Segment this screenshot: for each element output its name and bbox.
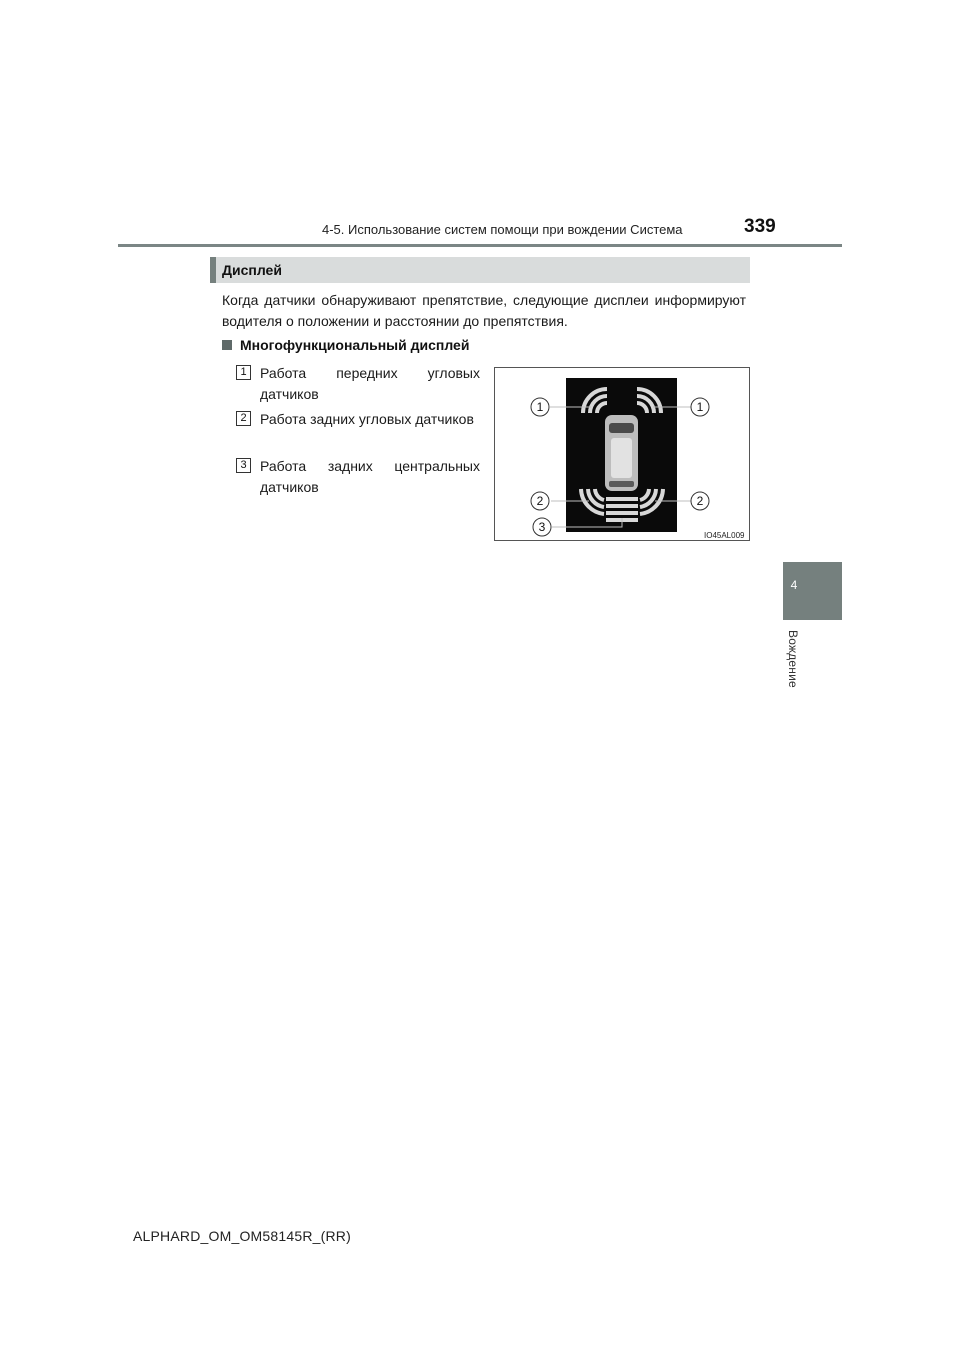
intro-paragraph: Когда датчики обнаруживают препятствие, следующие дисплеи информируют водителя о положении и расстоянии до препятствия.: [222, 292, 746, 329]
list-item: [236, 409, 480, 451]
callout-number: 2: [236, 411, 251, 426]
callout-number: 3: [236, 458, 251, 473]
running-header: 4-5. Использование систем помощи при вождении Система: [322, 222, 683, 237]
section-title: Дисплей: [222, 262, 282, 278]
list-item-text: Работа задних центральных датчиков: [260, 458, 480, 495]
subheading: [222, 337, 469, 353]
callout-label: 1: [536, 400, 544, 414]
figure-code: IO45AL009: [704, 531, 745, 540]
chapter-number: 4: [790, 578, 798, 592]
list-item-text: Работа передних угловых датчиков: [260, 365, 480, 402]
document-id: ALPHARD_OM_OM58145R_(RR): [133, 1228, 351, 1244]
vehicle-icon: [605, 415, 638, 491]
square-bullet-icon: [222, 340, 232, 350]
list-item: [236, 363, 480, 405]
list-item: [236, 456, 480, 498]
callout-label: 2: [536, 494, 544, 508]
page-number: 339: [744, 216, 776, 237]
header-rule: [118, 244, 842, 247]
chapter-label: Вождение: [786, 630, 800, 688]
callout-label: 3: [538, 520, 546, 534]
callout-number: 1: [236, 365, 251, 380]
subheading-text: Многофункциональный дисплей: [240, 337, 470, 353]
callout-label: 1: [696, 400, 704, 414]
list-item-text: Работа задних угловых датчиков: [260, 411, 474, 427]
callout-label: 2: [696, 494, 704, 508]
section-heading-bar: [210, 257, 750, 283]
sensor-display-illustration: [495, 368, 749, 540]
sensor-display-figure: [494, 367, 750, 541]
